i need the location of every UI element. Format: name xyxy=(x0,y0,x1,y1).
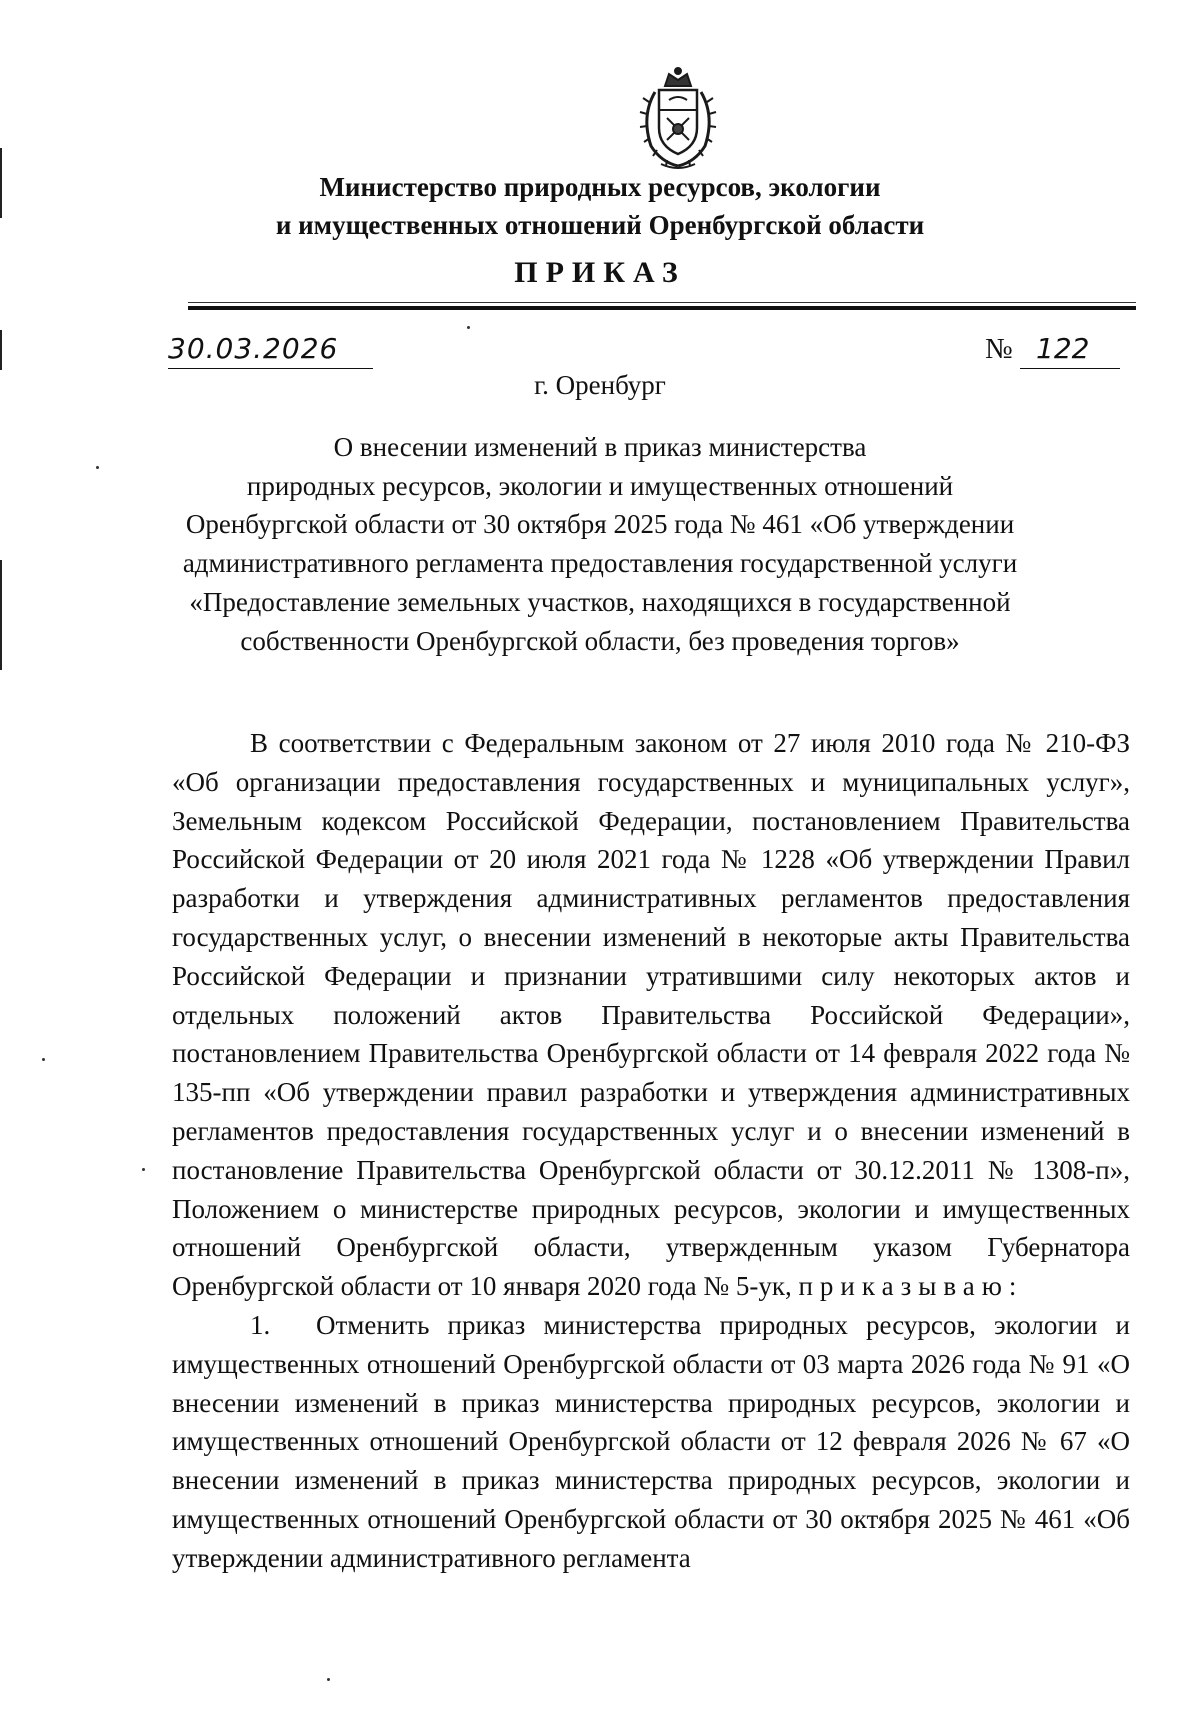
scan-speck xyxy=(327,1678,330,1681)
item-text: Отменить приказ министерства природных ресурсов, экологии и имущественных отношений Оренбургской области от 03 марта 2026 года № 91 «О внесении изменений в приказ министерства природных ресурсов, экологии и имущественных отношений Оренбургской области от 12 февраля 2026 № 67 «О внесении изменений в приказ министерства природных ресурсов, экологии и имущественных отношений Оренбургской области от 30 октября 2025 № 461 «Об утверждении административного регламента xyxy=(172,1309,1130,1573)
subject-line: административного регламента предоставления государственной услуги xyxy=(182,548,1018,579)
ministry-name-line-1: Министерство природных ресурсов, экологии xyxy=(319,172,881,202)
subject-line: Оренбургской области от 30 октября 2025 года № 461 «Об утверждении xyxy=(185,509,1015,540)
list-item xyxy=(172,1306,1130,1578)
subject-line: природных ресурсов, экологии и имущественных отношений xyxy=(246,470,954,501)
scan-speck xyxy=(42,1058,45,1061)
header-divider-thick xyxy=(188,306,1136,310)
handwritten-date: 30.03.2026 xyxy=(168,332,339,365)
scan-edge-mark xyxy=(0,560,2,670)
handwritten-order-number: 122 xyxy=(1036,332,1090,365)
subject-line: О внесении изменений в приказ министерства xyxy=(333,432,867,462)
document-type-title: ПРИКАЗ xyxy=(514,256,686,289)
document-body xyxy=(172,724,1130,1578)
city-name: г. Оренбург xyxy=(534,370,666,400)
coat-of-arms-emblem xyxy=(631,66,725,172)
date-underline xyxy=(168,368,373,369)
number-underline xyxy=(1020,368,1120,369)
header-divider-thin xyxy=(188,302,1136,303)
number-sign: № xyxy=(985,333,1013,365)
scan-edge-mark xyxy=(0,330,2,370)
scan-speck xyxy=(142,1168,145,1171)
subject-line: «Предоставление земельных участков, находящихся в государственной xyxy=(189,586,1011,617)
preamble-paragraph xyxy=(172,724,1130,1306)
decree-word: приказываю: xyxy=(798,1271,1024,1302)
subject-line: собственности Оренбургской области, без проведения торгов» xyxy=(240,625,960,656)
item-number: 1. xyxy=(250,1309,271,1340)
preamble-text: В соответствии с Федеральным законом от 27 июля 2010 года № 210-ФЗ «Об организации предоставления государственных и муниципальных услуг», Земельным кодексом Российской Федерации, постановлением Правительства Российской Федерации от 20 июля 2021 года № 1228 «Об утверждении Правил разработки и утверждения административных регламентов предоставления государственных услуг, о внесении изменений в некоторые акты Правительства Российской Федерации и признании утратившими силу некоторых актов и отдельных положений актов Правительства Российской Федерации», постановлением Правительства Оренбургской области от 14 февраля 2022 года № 135-пп «Об утверждении правил разработки и утверждения административных регламентов предоставления государственных услуг и о внесении изменений в постановление Правительства Оренбургской области от 30.12.2011 № 1308-п», Положением о министерстве природных ресурсов, экологии и имущественных отношений Оренбургской области, утвержденным указом Губернатора Оренбургской области от 10 января 2020 года № 5-ук, xyxy=(172,728,1130,1302)
scan-speck xyxy=(96,466,99,469)
document-subject xyxy=(160,428,1040,660)
scan-speck xyxy=(467,326,470,329)
ministry-name-line-2: и имущественных отношений Оренбургской области xyxy=(275,210,925,240)
